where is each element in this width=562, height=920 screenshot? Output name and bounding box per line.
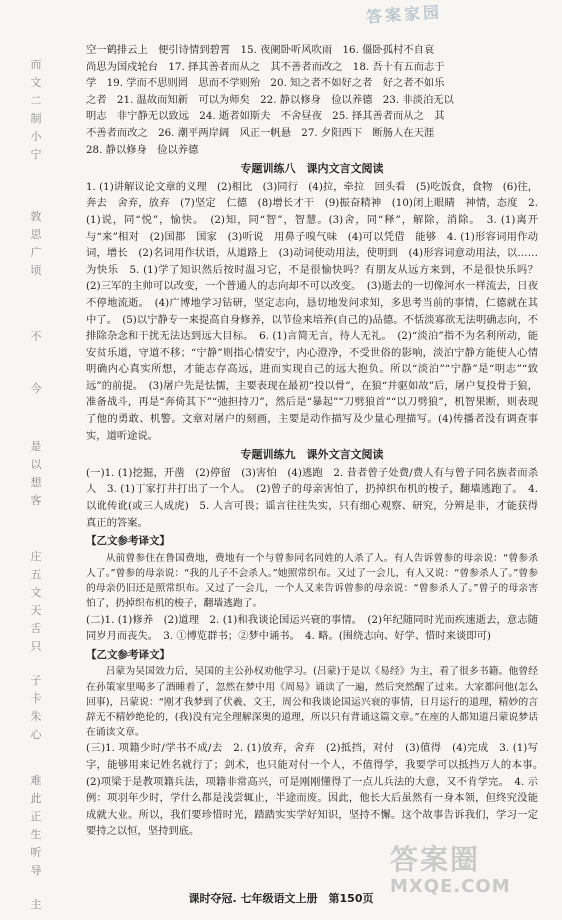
- section9-part-b: (二)1. (1)修养 (2)道理 2. (1)和我谈论国运兴衰的事情。 (2)年纪随同时光而疾速逝去，意志随同岁月而丧失。 3. ①博览群书；②梦中诵书。 4. 略。(围绕志向、好学、惜时来谈即可): [86, 613, 538, 643]
- margin-mark: 朱: [30, 710, 44, 723]
- margin-mark: 制: [30, 112, 44, 125]
- margin-mark: 生: [30, 828, 44, 841]
- margin-mark: 顷: [30, 264, 44, 277]
- margin-mark: 文: [30, 76, 44, 89]
- margin-mark: 难: [30, 774, 44, 787]
- margin-mark: 导: [30, 864, 44, 877]
- margin-mark: 听: [30, 846, 44, 859]
- margin-mark: 二: [30, 94, 44, 107]
- intro-line: 不善者而改之 26. 潮平两岸阔 风正一帆悬 27. 夕阳西下 断肠人在天涯: [86, 126, 435, 139]
- section9-part-a: (一)1. (1)挖掘，开凿 (2)停留 (3)害怕 (4)逃跑 2. 昔者曾子处费/费人有与曾子同名族者而杀人 3. (1)丁家打井打出了一个人。 (2)曾子的母亲害怕了，扔掉织布机的梭子，翻墙逃跑了。 4. 以讹传讹(或三人成虎) 5. 人言可畏；谣言往往失实，只有细心观察、研究，分辨是非，才能获得真正的答案。: [86, 466, 538, 529]
- intro-line: 尚思为国戍轮台 17. 择其善者而从之 其不善者而改之 18. 吾十有五而志于: [86, 60, 445, 73]
- translation-b: 吕蒙为吴国效力后，吴国的主公孙权劝他学习。(吕蒙)于是以《易经》为主，看了很多书籍。他曾经在孙策家里喝多了酒睡着了，忽然在梦中用《周易》诵读了一遍，然后突然醒了过来。大家都问他(怎么回事)，吕蒙说：“刚才我梦到了伏羲、文王，周公和我谈论国运兴衰的事情，日月运行的道理，精妙的言辞无不精妙绝伦的，(我)没有完全理解深奥的道理，所以只有背诵这篇文章。”在座的人都知道吕蒙说梦话在诵读文章。: [86, 666, 538, 739]
- watermark-logo: [390, 844, 540, 906]
- answer-content: [86, 42, 549, 840]
- section9-title: 专题训练九 课外文言文阅读: [240, 448, 384, 462]
- margin-mark: 今: [30, 382, 44, 395]
- margin-mark: 客: [30, 494, 44, 507]
- margin-mark: 而: [30, 58, 44, 71]
- margin-mark: 心: [30, 728, 44, 741]
- margin-mark: 庄: [30, 550, 44, 563]
- margin-mark: 子: [30, 674, 44, 687]
- margin-mark: 只: [30, 640, 44, 653]
- translation-b-heading: 【乙文参考译文】: [86, 648, 170, 661]
- page-footer: 课时夺冠. 七年级语文上册 第150页: [188, 892, 374, 905]
- margin-mark: 卡: [30, 692, 44, 705]
- margin-mark: 主: [30, 898, 44, 911]
- margin-mark: 思: [30, 228, 44, 241]
- binding-margin: [22, 0, 52, 920]
- margin-mark: 文: [30, 586, 44, 599]
- intro-line: 空一鹤排云上 便引诗情到碧霄 15. 夜阑卧听风吹雨 16. 僵卧孤村不自哀: [86, 44, 435, 56]
- watermark-logo-url: MXQE.COM: [390, 876, 511, 897]
- margin-mark: 是: [30, 440, 44, 453]
- margin-mark: 舌: [30, 622, 44, 635]
- margin-mark: 以: [30, 458, 44, 471]
- watermark-top: 答案家园: [365, 2, 443, 27]
- section8-answers: 1. (1)讲解议论文章的义理 (2)相比 (3)同行 (4)拉，牵拉 回头看 (5)吃饭食，食物 (6)往，奔去 舍弃，放弃 (7)坚定 仁德 (8)增长才干 (9)振奋精神 (10)闭上眼睛 神情，态度 2. (1)说，同“悦”，愉快。 (2)知，同“智”，智慧。(3)舍，同“释”，解除，消除。 3. (1)离开 与“来”相对 (2)国都 国家 (3)听说 用鼻子嗅气味 (4)可以凭借 能够 4. (1)形容词用作动词，增长 (2)名词用作状语，从道路上 (3)动词使动用法，使明到 (4)形容词意动用法，以……为快乐 5. (1)学了知识然后按时温习它，不是很愉快吗？有朋友从远方来到，不是很快乐吗？ (2)三军的主帅可以改变，一个普通人的志向却不可以改变。 (3)逝去的一切像河水一样流去，日夜不停地流逝。 (4)广博地学习钻研，坚定志向，恳切地发问求知，多思考当前的事情，仁德就在其中了。 (5)以宁静专一来提高自身修养，以节俭来培养(自己的)品德。不恬淡寡欲无法明确志向，不排除杂念和干扰无法达到远大目标。 6. (1)言简无言，待人无礼。 (2)“淡泊”指不为名利所动，能安贫乐道，守道不移；“宁静”则指心情安宁，内心澄净，不受世俗的影响，淡泊宁静方能使人心情明确内心真实所想，才能志存高远，进而实现自己的远大抱负。所以“淡泊”“宁静”是“明志”“致远”的前提。 (3)屠户先是怯懦，主要表现在最初“投以骨”，在狼“并驱如故”后，屠户复投骨于狼，准备战斗，再是“奔倚其下”“弛担持刀”，然后是“暴起”“刀劈狼首”“以刀劈狼”，机智果断，则表现了他的勇敢、机警。文章对屠户的刻画，主要是动作描写及少量心理描写。(4)传播者没有调查事实，道听途说。: [86, 180, 549, 442]
- intro-block: [86, 42, 538, 158]
- watermark-logo-text: 答案圈: [390, 843, 481, 876]
- section8-title: 专题训练八 课内文言文阅读: [240, 162, 384, 176]
- margin-mark: 正: [30, 810, 44, 823]
- translation-a: 从前曾参住在鲁国费地，费地有一个与曾参同名同姓的人杀了人。有人告诉曾参的母亲说：“曾参杀人了。”曾参的母亲说：“我的儿子不会杀人。”她照常织布。又过了一会儿，有人又说：“曾参杀人了。”曾参的母亲仍旧还是照常织布。又过了一会儿，一个人又来告诉曾参的母亲说：“曾参杀人了。”曾子的母亲害怕了，扔掉织布机的梭子，翻墙逃跑了。: [86, 552, 538, 610]
- translation-a-heading: 【乙文参考译文】: [86, 535, 170, 548]
- margin-mark: 不: [30, 330, 44, 343]
- intro-line: 28. 静以修身 俭以养德: [86, 143, 199, 156]
- margin-mark: 此: [30, 792, 44, 805]
- margin-mark: 五: [30, 568, 44, 581]
- intro-line: 明志 非宁静无以致远 24. 逝者如斯夫 不舍昼夜 25. 择其善者而从之 其: [86, 110, 445, 123]
- margin-mark: 敦: [30, 210, 44, 223]
- margin-mark: 广: [30, 246, 44, 259]
- margin-mark: 天: [30, 604, 44, 617]
- margin-mark: 小: [30, 130, 44, 143]
- intro-line: 学 19. 学而不思则罔 思而不学则殆 20. 知之者不如好之者 好之者不如乐: [86, 77, 445, 90]
- margin-mark: 宁: [30, 148, 44, 161]
- margin-mark: 想: [30, 476, 44, 489]
- section9-part-c: (三)1. 项籍少时/学书不成/去 2. (1)放弃，舍弃 (2)抵挡，对付 (3)值得 (4)完成 3. (1)写字，能够用来记姓名就行了；剑术，也只能对付一个人，不值得学，我要学可以抵挡万人的本事。 (2)项梁于是教项籍兵法，项籍非常高兴，可是刚刚懂得了一点儿兵法的大意，又不肯学完。 4. 示例：项羽年少时，学什么都是浅尝辄止，半途而废。因此，他长大后虽然有一身本领，但终究没能成就大业。所以，我们要珍惜时光，踏踏实实学好知识，坚持不懈。这个故事告诉我们，学习一定要持之以恒，坚持到底。: [86, 742, 549, 838]
- intro-line: 之者 21. 温故而知新 可以为师矣 22. 静以修身 俭以养德 23. 非淡泊无以: [86, 93, 454, 106]
